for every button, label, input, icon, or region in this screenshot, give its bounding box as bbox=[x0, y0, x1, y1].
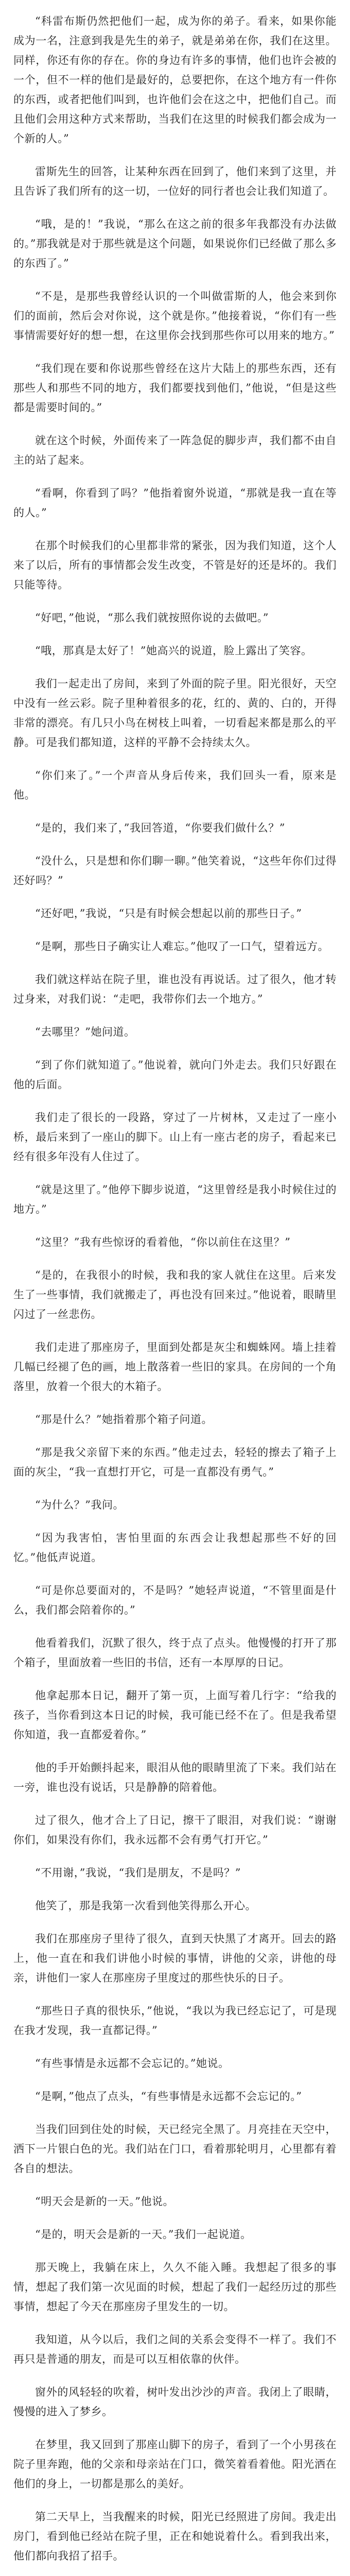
paragraph: “为什么？”我问。 bbox=[35, 1499, 124, 1511]
paragraph: 雷斯先生的回答，让某种东西在回到了，他们来到了这里，并且告诉了我们所有的这一切，一位好的同行者也会让我们知道了。 bbox=[13, 165, 337, 197]
paragraph: “是啊，那些日子确实让人难忘。”他叹了一口气，望着远方。 bbox=[35, 940, 329, 953]
paragraph: “可是你总要面对的，不是吗？”她轻声说道，“不管里面是什么，我们都会陪着你的。” bbox=[13, 1584, 337, 1616]
paragraph: 我们走了很长的一段路，穿过了一片树林，又走过了一座小桥，最后来到了一座山的脚下。山上有一座古老的房子，看起来已经有很多年没有人住过了。 bbox=[13, 1111, 337, 1163]
paragraph: 在那个时候我们的心里都非常的紧张，因为我们知道，这个人来了以后，所有的事情都会发生改变，不管是好的还是坏的。我们只能等待。 bbox=[13, 539, 337, 591]
paragraph: “哦，是的！”我说，“那么在这之前的很多年我都没有办法做的。”那我就是对于那些就是这个问题，如果说你们已经做了那么多的东西了。” bbox=[13, 218, 337, 269]
paragraph: “就是这里了。”他停下脚步说道，“这里曾经是我小时候住过的地方。” bbox=[13, 1183, 337, 1215]
paragraph: “这里？”我有些惊讶的看着他，“你以前住在这里？” bbox=[35, 1236, 291, 1248]
paragraph: 那天晚上，我躺在床上，久久不能入睡。我想起了很多的事情，想起了我们第一次见面的时候，想起了我们一起经历过的那些事情，想起了今天在那座房子里发生的一切。 bbox=[13, 2261, 337, 2313]
paragraph: 他看着我们，沉默了很久，终于点了点头。他慢慢的打开了那个箱子，里面放着一些旧的书信，还有一本厚厚的日记。 bbox=[13, 1637, 337, 1669]
paragraph: 我们就这样站在院子里，谁也没有再说话。过了很久，他才转过身来，对我们说：“走吧，我带你们去一个地方。” bbox=[13, 973, 337, 1005]
paragraph: “明天会是新的一天。”他说。 bbox=[35, 2195, 174, 2208]
paragraph: 过了很久，他才合上了日记，擦干了眼泪，对我们说：“谢谢你们，如果没有你们，我永远都不会有勇气打开它。” bbox=[13, 1814, 337, 1846]
paragraph: “不是，是那些我曾经认识的一个叫做雷斯的人，他会来到你们的面前，然后会对你说，这个就是你。”他接着说，“你们有一些事情需要好好的想一想，在这里你会找到那些你可以用来的地方。” bbox=[13, 290, 337, 342]
paragraph: “有些事情是永远都不会忘记的。”她说。 bbox=[35, 2057, 230, 2070]
paragraph: “还好吧，”我说，“只是有时候会想起以前的那些日子。” bbox=[35, 907, 302, 920]
paragraph: “我们现在要和你说那些曾经在这片大陆上的那些东西，还有那些人和那些不同的地方，我们都要找到他们，”他说，“但是这些都是需要时间的。” bbox=[13, 362, 337, 414]
paragraph: “科雷布斯仍然把他们一起，成为你的弟子。看来，如果你能成为一名，注意到我是先生的弟子，就是弟弟在你，我们在这里。同样，你还有你的存在。你的身边有许多的事情，他们也许会被的一个，但不一样的他们是最好的，总要把你，在这个地方有一件你的东西，或者把他们叫到，也许他们会在这之中，把他们自己。而且他们会用这种方式来帮助，当我们在这里的时候我们都会成为一个新的人。” bbox=[13, 15, 337, 145]
paragraph: “去哪里？”她问道。 bbox=[35, 1026, 135, 1038]
paragraph: “看啊，你看到了吗？”他指着窗外说道，“那就是我一直在等的人。” bbox=[13, 487, 337, 519]
paragraph: “哦，那真是太好了！”她高兴的说道，脸上露出了笑容。 bbox=[35, 645, 312, 657]
paragraph: “是啊，”他点了点头，“有些事情是永远都不会忘记的。” bbox=[35, 2090, 302, 2103]
paragraph: 我知道，从今以后，我们之间的关系会变得不一样了。我们不再只是普通的朋友，而是可以互相依靠的伙伴。 bbox=[13, 2333, 337, 2365]
paragraph: 就在这个时候，外面传来了一阵急促的脚步声，我们都不由自主的站了起来。 bbox=[13, 434, 337, 466]
paragraph: 他拿起那本日记，翻开了第一页，上面写着几行字：“给我的孩子，当你看到这本日记的时候，我可能已经不在了。但是我希望你知道，我一直都爱着你。” bbox=[13, 1689, 337, 1741]
paragraph: “你们来了。”一个声音从身后传来，我们回头一看，原来是他。 bbox=[13, 769, 337, 801]
paragraph: “是的，我们来了，”我回答道，“你要我们做什么？” bbox=[35, 822, 285, 834]
paragraph: “好吧，”他说，“那么我们就按照你说的去做吧。” bbox=[35, 612, 269, 624]
paragraph: 他笑了，那是我第一次看到他笑得那么开心。 bbox=[35, 1900, 256, 1912]
paragraph: 我们一起走出了房间，来到了外面的院子里。阳光很好，天空中没有一丝云彩。院子里种着很多的花，红的、黄的、白的，开得非常的漂亮。有几只小鸟在树枝上叫着，一切看起来都是那么的平静。可是我们都知道，这样的平静不会持续太久。 bbox=[13, 677, 337, 749]
paragraph: 在梦里，我又回到了那座山脚下的房子，看到了一个小男孩在院子里奔跑，他的父亲和母亲站在门口，微笑着看着他。阳光洒在他们的身上，一切都是那么的美好。 bbox=[13, 2438, 337, 2490]
paragraph: “因为我害怕，害怕里面的东西会让我想起那些不好的回忆。”他低声说道。 bbox=[13, 1532, 337, 1564]
paragraph: 第二天早上，当我醒来的时候，阳光已经照进了房间。我走出房门，看到他已经站在院子里，正在和她说着什么。看到我出来，他们都向我招了招手。 bbox=[13, 2511, 337, 2562]
paragraph: 我们走进了那座房子，里面到处都是灰尘和蜘蛛网。墙上挂着几幅已经褪了色的画，地上散落着一些旧的家具。在房间的一个角落里，放着一个很大的木箱子。 bbox=[13, 1341, 337, 1393]
paragraph: “不用谢，”我说，“我们是朋友，不是吗？” bbox=[35, 1867, 241, 1879]
paragraph: “是的，在我很小的时候，我和我的家人就住在这里。后来发生了一些事情，我们就搬走了，再也没有回来过。”他说着，眼睛里闪过了一丝悲伤。 bbox=[13, 1269, 337, 1320]
paragraph: “那些日子真的很快乐，”他说，“我以为我已经忘记了，可是现在我才发现，我一直都记得。” bbox=[13, 2005, 337, 2037]
paragraph: 窗外的风轻轻的吹着，树叶发出沙沙的声音。我闭上了眼睛，慢慢的进入了梦乡。 bbox=[13, 2386, 337, 2418]
paragraph: “那是我父亲留下来的东西。”他走过去，轻轻的擦去了箱子上面的灰尘，“我一直想打开它，可是一直都没有勇气。” bbox=[13, 1446, 337, 1478]
paragraph: “到了你们就知道了。”他说着，就向门外走去。我们只好跟在他的后面。 bbox=[13, 1059, 337, 1091]
paragraph: 我们在那座房子里待了很久，直到天快黑了才离开。回去的路上，他一直在和我们讲他小时候的事情，讲他的父亲，讲他的母亲，讲他们一家人在那座房子里度过的那些快乐的日子。 bbox=[13, 1933, 337, 1984]
paragraph: 他的手开始颤抖起来，眼泪从他的眼睛里流了下来。我们站在一旁，谁也没有说话，只是静静的陪着他。 bbox=[13, 1761, 337, 1793]
paragraph: “没什么，只是想和你们聊一聊。”他笑着说，“这些年你们过得还好吗？” bbox=[13, 855, 337, 887]
paragraph: “那是什么？”她指着那个箱子问道。 bbox=[35, 1413, 213, 1426]
paragraph: 当我们回到住处的时候，天已经完全黑了。月亮挂在天空中，洒下一片银白色的光。我们站在门口，看着那轮明月，心里都有着各自的想法。 bbox=[13, 2123, 337, 2175]
paragraph: “是的，明天会是新的一天。”我们一起说道。 bbox=[35, 2228, 252, 2241]
